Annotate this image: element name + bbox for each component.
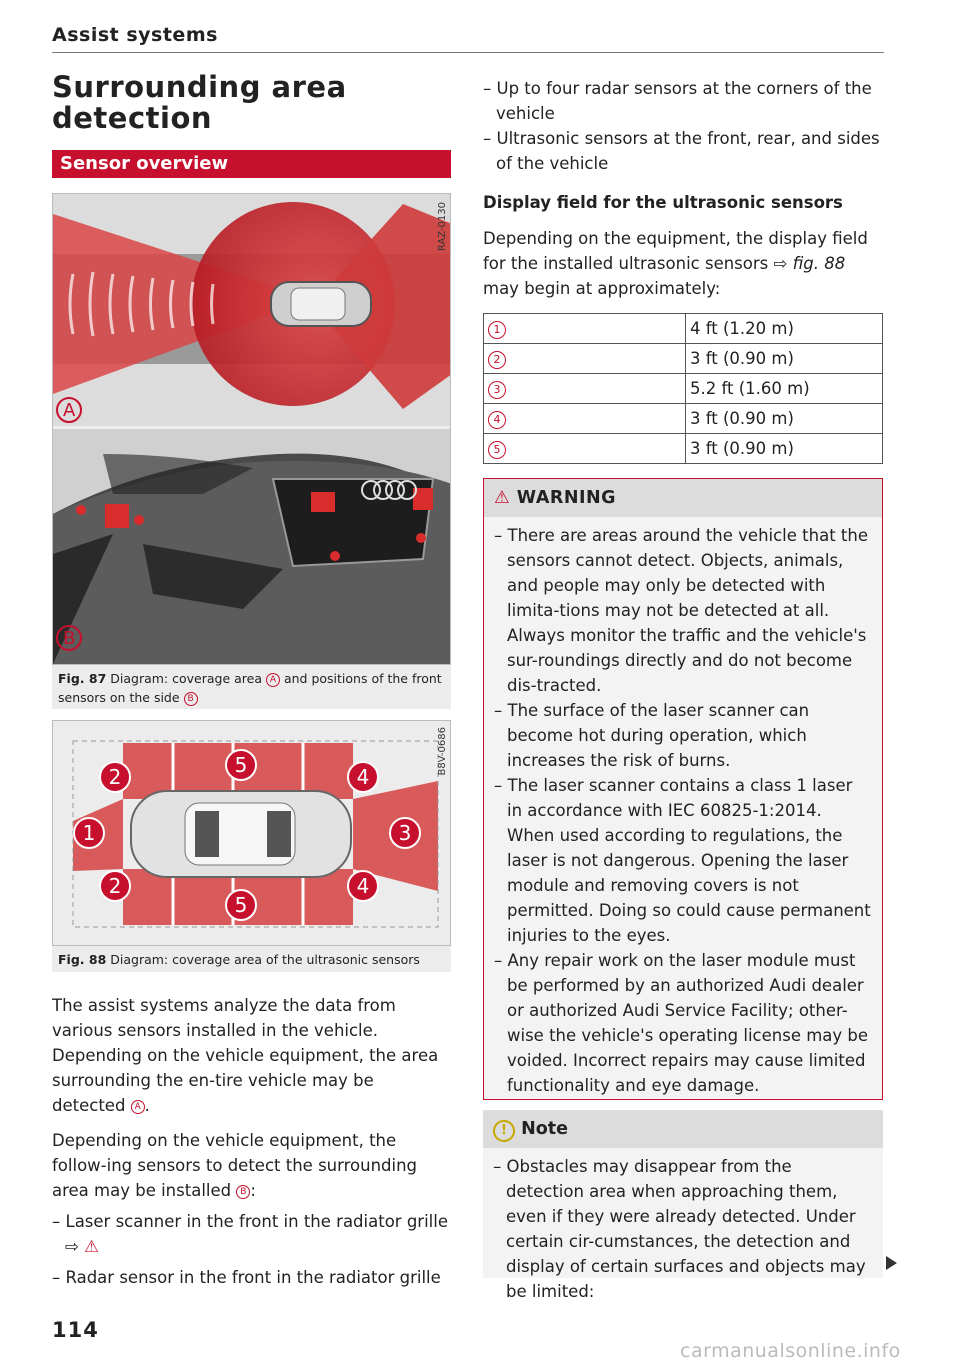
header-divider: [52, 52, 884, 53]
zone-label: 2: [108, 874, 122, 898]
figure-88-number: Fig. 88: [58, 952, 107, 967]
list-item: – There are areas around the vehicle that the sensors cannot detect. Objects, animals, and people may only be detected with limita-tions may not be detected at all. Always monitor the traffic and the vehicle's sur-roundings directly and do not become dis-tracted.: [494, 526, 868, 695]
figure-87-number: Fig. 87: [58, 671, 107, 686]
circle-letter-b: B: [184, 692, 198, 706]
figure-87-code: RAZ-0130: [437, 202, 448, 252]
cross-reference-arrow-icon: ⇨: [65, 1237, 79, 1256]
display-field-paragraph: Depending on the equipment, the display field for the installed ultrasonic sensors ⇨ fig. 88 may begin at approximately:: [483, 229, 868, 298]
section-header: Assist systems: [52, 24, 218, 46]
warning-triangle-icon[interactable]: ⚠: [84, 1237, 99, 1256]
list-item: – Obstacles may disappear from the detection area when approaching them, even if they were already detected. Under certain cir-cumstances, the detection and display of certain surfaces and objects may be limited:: [493, 1157, 866, 1301]
table-cell: 5.2 ft (1.60 m): [686, 374, 883, 404]
figure-87-illustration: [52, 193, 451, 665]
circle-letter-a: A: [266, 673, 280, 687]
list-item: – Laser scanner in the front in the radiator grille ⇨ ⚠: [52, 1212, 448, 1256]
figure-87-label-a: A: [63, 400, 76, 421]
page-number: 114: [52, 1318, 99, 1342]
table-row: 1 4 ft (1.20 m): [484, 314, 883, 344]
figure-87-caption-text-2: and positions of the front sensors on the side: [58, 671, 442, 705]
warning-triangle-icon: ⚠: [494, 488, 511, 508]
table-row: 3 5.2 ft (1.60 m): [484, 374, 883, 404]
figure-88-illustration: [52, 720, 451, 946]
table-row: 5 3 ft (0.90 m): [484, 434, 883, 464]
subsection-banner: Sensor overview: [52, 150, 451, 178]
zone-label: 3: [398, 821, 412, 845]
table-cell: 4 ft (1.20 m): [686, 314, 883, 344]
table-row: 2 3 ft (0.90 m): [484, 344, 883, 374]
figure-88-caption: [52, 946, 451, 972]
figure-87-label-b: B: [63, 628, 76, 649]
figure-88-code: B8V-0686: [437, 727, 448, 776]
list-item: – The surface of the laser scanner can become hot during operation, which increases the risk of burns.: [494, 701, 810, 770]
warning-box: [483, 478, 883, 1100]
left-body-text: [52, 993, 452, 1290]
zone-label: 2: [108, 765, 122, 789]
figure-88-drawing: [53, 721, 451, 946]
paragraph-2: Depending on the vehicle equipment, the follow-ing sensors to detect the surrounding area may be installed B :: [52, 1131, 418, 1200]
figure-87-drawing: [53, 194, 451, 665]
table-cell: 3 ft (0.90 m): [686, 404, 883, 434]
page-title: Surrounding area detection: [52, 70, 347, 135]
note-body: [483, 1148, 883, 1310]
zone-label: 4: [356, 874, 370, 898]
circle-letter-b: B: [236, 1185, 250, 1199]
list-item: – Up to four radar sensors at the corners of the vehicle: [483, 79, 872, 123]
zone-label: 5: [234, 893, 248, 917]
note-title: Note: [521, 1119, 568, 1139]
figure-88-caption-text: Diagram: coverage area of the ultrasonic sensors: [110, 952, 420, 967]
figure-87-caption-text-1: Diagram: coverage area: [110, 671, 262, 686]
distance-table: [483, 313, 883, 464]
table-cell: 3 ft (0.90 m): [686, 344, 883, 374]
warning-header: [484, 479, 882, 517]
list-item: – Any repair work on the laser module must be performed by an authorized Audi dealer or authorized Audi Service Facility; other-wise the vehicle's operating license may be voided. Incorrect repairs may cause limited functionality and eye damage.: [494, 951, 869, 1095]
figure-87-caption: [52, 665, 451, 709]
table-cell: 3 ft (0.90 m): [686, 434, 883, 464]
continue-arrow-icon: [886, 1256, 897, 1270]
cross-reference-arrow-icon: ⇨: [773, 254, 788, 273]
zone-label: 5: [234, 753, 248, 777]
right-column-bullets: [483, 76, 883, 176]
list-item: – The laser scanner contains a class 1 laser in accordance with IEC 60825-1:2014. When used according to regulations, the laser is not dangerous. Opening the laser module and removing covers is not permitted. Doing so could cause permanent injuries to the eyes.: [494, 776, 871, 945]
warning-title: WARNING: [516, 488, 616, 508]
warning-body: [484, 517, 882, 1104]
table-row: 4 3 ft (0.90 m): [484, 404, 883, 434]
zone-label: 4: [356, 765, 370, 789]
list-item: – Radar sensor in the front in the radiator grille: [52, 1268, 441, 1287]
note-header: [483, 1110, 883, 1148]
circle-letter-a: A: [131, 1100, 145, 1114]
display-field-heading: Display field for the ultrasonic sensors: [483, 193, 843, 212]
note-box: [483, 1110, 883, 1301]
zone-label: 1: [82, 821, 96, 845]
watermark: carmanualsonline.info: [680, 1340, 901, 1362]
figure-reference-link[interactable]: fig. 88: [792, 254, 846, 273]
list-item: – Ultrasonic sensors at the front, rear, and sides of the vehicle: [483, 129, 880, 173]
paragraph-1: The assist systems analyze the data from various sensors installed in the vehicle. Depending on the vehicle equipment, the area surrounding the en-tire vehicle may be detected A .: [52, 996, 439, 1115]
info-icon: !: [493, 1120, 515, 1142]
